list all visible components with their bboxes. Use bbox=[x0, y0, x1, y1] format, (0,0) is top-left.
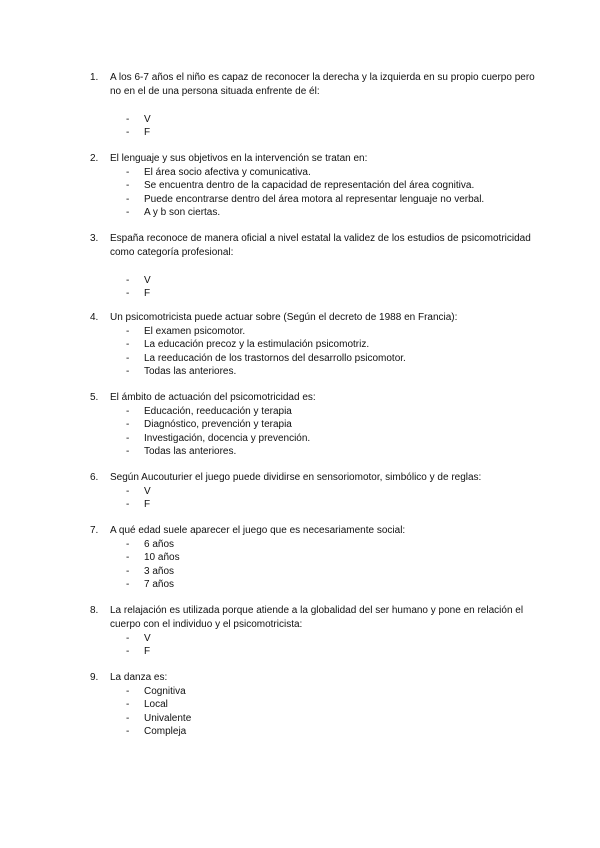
option-text: Diagnóstico, prevención y terapia bbox=[144, 419, 292, 431]
option-text: F bbox=[144, 127, 151, 139]
question-2 bbox=[90, 152, 540, 220]
option-list bbox=[90, 632, 540, 659]
option-item: - Todas las anteriores. bbox=[126, 366, 237, 378]
option-item: - F bbox=[126, 288, 151, 300]
option-item: - V bbox=[126, 633, 151, 644]
question-9 bbox=[90, 671, 540, 739]
option-item: - F bbox=[126, 127, 151, 139]
question-3 bbox=[90, 232, 540, 301]
option-text: Cognitiva bbox=[144, 686, 186, 697]
option-item: - Investigación, docencia y prevención. bbox=[126, 432, 311, 444]
option-item: - Local bbox=[126, 699, 168, 711]
option-item: - 6 años bbox=[126, 539, 175, 550]
question-number: 7. bbox=[90, 525, 99, 536]
option-item: - Univalente bbox=[126, 712, 192, 724]
option-text: Local bbox=[144, 699, 168, 711]
option-item: - A y b son ciertas. bbox=[126, 207, 221, 219]
question-text: España reconoce de manera oficial a nivel estatal la validez de los estudios de psicomotricidad como categoría profesional: bbox=[110, 233, 531, 258]
question-text: A los 6-7 años el niño es capaz de reconocer la derecha y la izquierda en su propio cuerpo pero no en el de una persona situada enfrente de él: bbox=[110, 72, 535, 97]
option-item: - Se encuentra dentro de la capacidad de representación del área cognitiva. bbox=[126, 180, 475, 192]
option-text: F bbox=[144, 646, 151, 658]
option-text: Puede encontrarse dentro del área motora al representar lenguaje no verbal. bbox=[144, 193, 485, 205]
question-8 bbox=[90, 604, 540, 659]
option-list bbox=[90, 538, 540, 592]
option-text: 7 años bbox=[144, 579, 175, 591]
option-item: - Educación, reeducación y terapia bbox=[126, 406, 292, 417]
option-list bbox=[90, 113, 540, 140]
option-text: Compleja bbox=[144, 726, 187, 738]
option-item: - V bbox=[126, 486, 151, 497]
option-item: - F bbox=[126, 499, 151, 511]
option-text: El área socio afectiva y comunicativa. bbox=[144, 167, 311, 178]
option-text: Se encuentra dentro de la capacidad de representación del área cognitiva. bbox=[144, 180, 475, 192]
question-number: 3. bbox=[90, 233, 99, 244]
question-text: El lenguaje y sus objetivos en la intervención se tratan en: bbox=[110, 153, 368, 164]
option-item: - 10 años bbox=[126, 552, 180, 564]
option-item: - La reeducación de los trastornos del desarrollo psicomotor. bbox=[126, 352, 406, 364]
question-number: 9. bbox=[90, 672, 99, 683]
question-5 bbox=[90, 391, 540, 459]
option-text: La educación precoz y la estimulación psicomotriz. bbox=[144, 339, 370, 351]
question-number: 1. bbox=[90, 72, 99, 83]
option-text: V bbox=[144, 486, 151, 497]
option-list bbox=[90, 405, 540, 459]
question-text: La relajación es utilizada porque atiende a la globalidad del ser humano y pone en relación el cuerpo con el individuo y el psicomotricista: bbox=[110, 605, 524, 630]
option-text: 10 años bbox=[144, 552, 180, 564]
question-number: 4. bbox=[90, 312, 99, 323]
option-item: - 7 años bbox=[126, 579, 175, 591]
question-number: 8. bbox=[90, 605, 99, 616]
question-number: 6. bbox=[90, 472, 99, 483]
option-item: - El área socio afectiva y comunicativa. bbox=[126, 167, 311, 178]
option-item: - Cognitiva bbox=[126, 686, 186, 697]
question-6 bbox=[90, 471, 540, 512]
option-text: Univalente bbox=[144, 712, 192, 724]
option-text: V bbox=[144, 275, 151, 286]
option-item: - Diagnóstico, prevención y terapia bbox=[126, 419, 292, 431]
option-text: Educación, reeducación y terapia bbox=[144, 406, 292, 417]
question-number: 5. bbox=[90, 392, 99, 403]
option-text: V bbox=[144, 114, 151, 125]
option-list bbox=[90, 485, 540, 512]
option-text: La reeducación de los trastornos del desarrollo psicomotor. bbox=[144, 352, 406, 364]
option-list bbox=[90, 274, 540, 301]
question-text: A qué edad suele aparecer el juego que es necesariamente social: bbox=[110, 525, 406, 536]
question-7 bbox=[90, 524, 540, 592]
option-item: - 3 años bbox=[126, 565, 175, 577]
option-list bbox=[90, 685, 540, 739]
question-text: El ámbito de actuación del psicomotricidad es: bbox=[110, 392, 316, 403]
question-1 bbox=[90, 71, 540, 140]
option-text: Todas las anteriores. bbox=[144, 446, 237, 458]
question-text: La danza es: bbox=[110, 672, 168, 683]
option-item: - F bbox=[126, 646, 151, 658]
option-text: Todas las anteriores. bbox=[144, 366, 237, 378]
option-text: 6 años bbox=[144, 539, 175, 550]
option-text: A y b son ciertas. bbox=[144, 207, 221, 219]
option-list bbox=[90, 325, 540, 379]
option-text: 3 años bbox=[144, 565, 175, 577]
option-item: - V bbox=[126, 114, 151, 125]
option-text: F bbox=[144, 499, 151, 511]
option-item: - Compleja bbox=[126, 726, 187, 738]
question-text: Según Aucouturier el juego puede dividirse en sensoriomotor, simbólico y de reglas: bbox=[110, 472, 482, 483]
option-text: F bbox=[144, 288, 151, 300]
option-item: - Puede encontrarse dentro del área motora al representar lenguaje no verbal. bbox=[126, 193, 485, 205]
option-item: - La educación precoz y la estimulación psicomotriz. bbox=[126, 339, 370, 351]
option-item: - El examen psicomotor. bbox=[126, 326, 246, 337]
option-text: V bbox=[144, 633, 151, 644]
option-list bbox=[90, 166, 540, 220]
question-number: 2. bbox=[90, 153, 99, 164]
option-text: El examen psicomotor. bbox=[144, 326, 246, 337]
option-text: Investigación, docencia y prevención. bbox=[144, 432, 311, 444]
question-4 bbox=[90, 311, 540, 379]
option-item: - V bbox=[126, 275, 151, 286]
option-item: - Todas las anteriores. bbox=[126, 446, 237, 458]
question-text: Un psicomotricista puede actuar sobre (Según el decreto de 1988 en Francia): bbox=[110, 312, 458, 323]
